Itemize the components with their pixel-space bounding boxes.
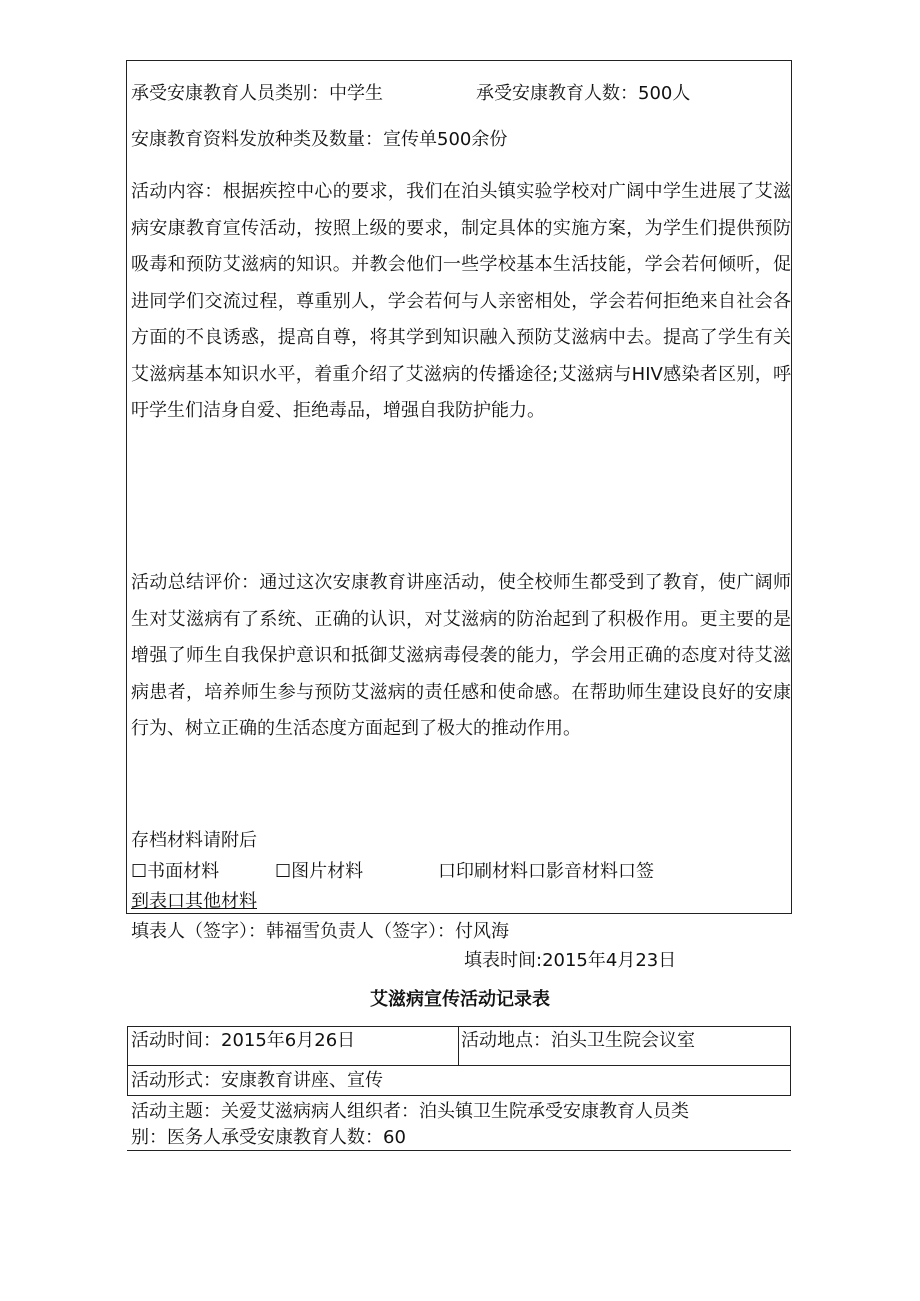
activity-theme-line1: 活动主题：关爱艾滋病病人组织者：泊头镇卫生院承受安康教育人员类 (131, 1101, 689, 1122)
activity-time: 活动时间：2015年6月26日 (131, 1030, 356, 1051)
filled-by: 填表人（签字）：韩福雪负责人（签字）：付风海 (131, 921, 509, 942)
participant-count: 承受安康教育人数：500人 (476, 83, 691, 104)
archive-option-images: ☐图片材料 (275, 861, 364, 882)
archive-option-other: 到表口其他材料 (131, 891, 257, 912)
activity-location: 活动地点：泊头卫生院会议室 (461, 1030, 695, 1051)
record-title: 艾滋病宣传活动记录表 (370, 989, 550, 1010)
filled-date: 填表时间:2015年4月23日 (464, 950, 677, 971)
materials-distributed: 安康教育资料发放种类及数量：宣传单500余份 (131, 129, 508, 150)
archive-option-printed: 口印刷材料口影音材料口签 (438, 861, 654, 882)
activity-theme-line2: 别：医务人承受安康教育人数：60 (131, 1127, 406, 1148)
archive-option-written: ☐书面材料 (131, 861, 220, 882)
table-bottom-rule (127, 1150, 791, 1151)
archive-label: 存档材料请附后 (131, 830, 257, 851)
activity-summary: 活动总结评价：通过这次安康教育讲座活动，使全校师生都受到了教育，使广阔师生对艾滋病有了系统、正确的认识，对艾滋病的防治起到了积极作用。更主要的是增强了师生自我保护意识和抵御艾滋病毒侵袭的能力，学会用正确的态度对待艾滋病患者，培养师生参与预防艾滋病的责任感和使命感。在帮助师生建设良好的安康行为、树立正确的生活态度方面起到了极大的推动作用。 (131, 572, 791, 739)
activity-form: 活动形式：安康教育讲座、宣传 (131, 1070, 383, 1091)
activity-content: 活动内容：根据疾控中心的要求，我们在泊头镇实验学校对广阔中学生进展了艾滋病安康教育宣传活动，按照上级的要求，制定具体的实施方案，为学生们提供预防吸毒和预防艾滋病的知识。并教会他们一些学校基本生活技能，学会若何倾听，促进同学们交流过程，尊重别人，学会若何与人亲密相处，学会若何拒绝来自社会各方面的不良诱惑，提高自尊，将其学到知识融入预防艾滋病中去。提高了学生有关艾滋病基本知识水平，着重介绍了艾滋病的传播途径;艾滋病与HIV感染者区别，呼吁学生们洁身自爱、拒绝毒品，增强自我防护能力。 (131, 181, 791, 421)
participant-type: 承受安康教育人员类别：中学生 (131, 83, 383, 104)
